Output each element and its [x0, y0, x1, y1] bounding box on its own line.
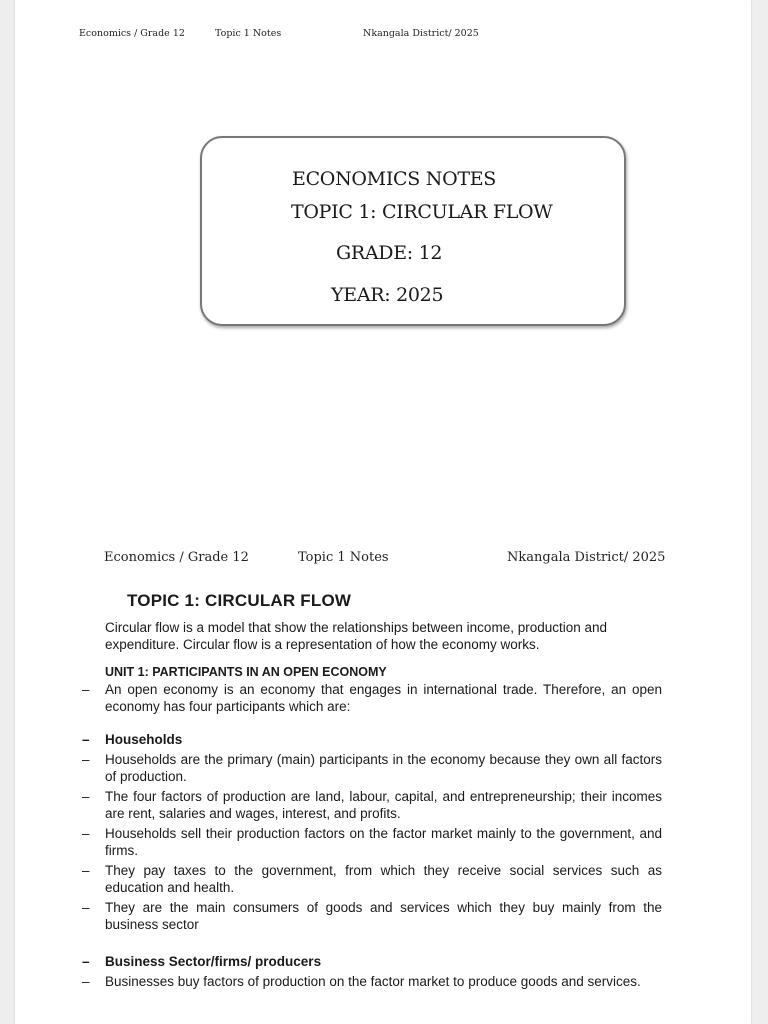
dash-marker: –: [82, 826, 90, 841]
header-topic: Topic 1 Notes: [215, 28, 282, 39]
dash-marker: –: [82, 863, 90, 878]
dash-marker: –: [82, 900, 90, 915]
title-box: [200, 136, 626, 326]
bullet-text: Households sell their production factors on the factor market mainly to the government, and firms.: [105, 826, 662, 858]
bullet-text: Households: [105, 732, 183, 747]
bullet-text: Households are the primary (main) participants in the economy because they own all factors of production.: [105, 752, 662, 784]
bullet-text: They are the main consumers of goods and services which they buy mainly from the business sector: [105, 900, 662, 932]
households-point: [82, 751, 662, 785]
households-heading: [82, 731, 662, 748]
title-line-grade: GRADE: 12: [336, 242, 443, 264]
bullet-open-economy: [82, 681, 662, 715]
title-line-year: YEAR: 2025: [331, 284, 444, 306]
bullet-text: The four factors of production are land, labour, capital, and entrepreneurship; their incomes are rent, salaries and wages, interest, and profits.: [105, 789, 662, 821]
notes-content: [82, 592, 662, 993]
households-point: [82, 899, 662, 933]
page-header-subject: Economics / Grade 12: [104, 550, 249, 565]
title-line-topic: TOPIC 1: CIRCULAR FLOW: [291, 201, 553, 223]
dash-marker: –: [82, 954, 90, 969]
topic-heading: TOPIC 1: CIRCULAR FLOW: [127, 591, 352, 610]
households-point: [82, 862, 662, 896]
dash-marker: –: [82, 789, 90, 804]
header-subject: Economics / Grade 12: [79, 28, 185, 39]
intro-paragraph: Circular flow is a model that show the relationships between income, production and expenditure. Circular flow is a representation of how the economy works.: [105, 620, 608, 652]
dash-marker: –: [82, 732, 90, 747]
bullet-text: Businesses buy factors of production on the factor market to produce goods and services.: [105, 974, 641, 989]
title-line-notes: ECONOMICS NOTES: [292, 168, 496, 190]
page-header-district: Nkangala District/ 2025: [507, 550, 666, 565]
bullet-text: Business Sector/firms/ producers: [105, 954, 322, 969]
households-point: [82, 825, 662, 859]
business-point: [82, 973, 662, 990]
dash-marker: –: [82, 682, 90, 697]
unit-heading: UNIT 1: PARTICIPANTS IN AN OPEN ECONOMY: [105, 665, 387, 679]
bullet-text: An open economy is an economy that engages in international trade. Therefore, an open economy has four participants which are:: [105, 682, 662, 714]
business-heading: [82, 953, 662, 970]
dash-marker: –: [82, 752, 90, 767]
page-header-topic: Topic 1 Notes: [298, 550, 389, 565]
bullet-text: They pay taxes to the government, from which they receive social services such as education and health.: [105, 863, 662, 895]
households-point: [82, 788, 662, 822]
dash-marker: –: [82, 974, 90, 989]
header-district: Nkangala District/ 2025: [363, 28, 479, 39]
